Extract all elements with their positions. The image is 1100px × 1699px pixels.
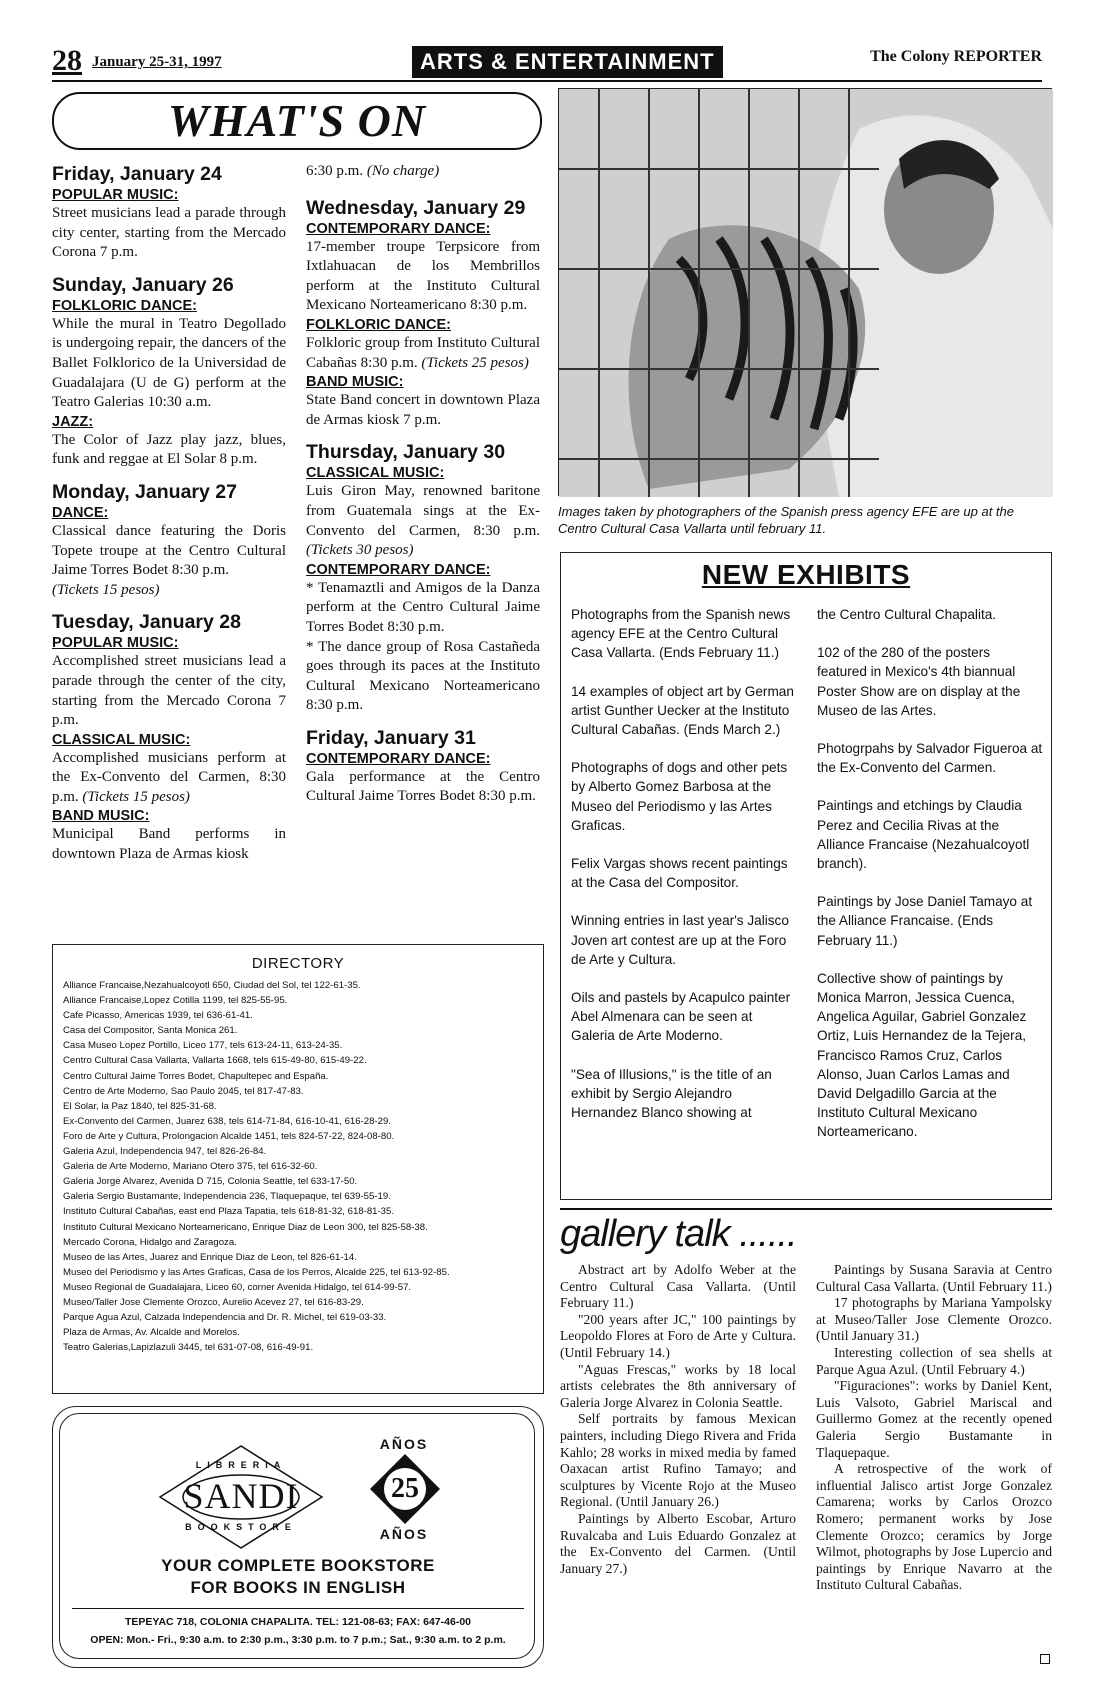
section-label: ARTS & ENTERTAINMENT [412,46,723,78]
exhibits-left-column [571,605,797,1141]
directory-entry: Mercado Corona, Hidalgo and Zaragoza. [63,1236,237,1248]
continued-time: 6:30 p.m. [306,163,364,179]
gallery-talk-right-column [816,1262,1052,1594]
ticket-note: (Tickets 25 pesos) [421,354,529,371]
day-heading: Friday, January 24 [52,163,222,185]
directory-entry: Casa del Compositor, Santa Monica 261. [63,1025,238,1037]
ad-tagline-1: YOUR COMPLETE BOOKSTORE [161,1556,435,1575]
gallery-entry: A retrospective of the work of influential Jalisco artist Jorge Gonzalez Camarena; works by Carlos Orozco Romero; permanent works by Jose Clemente Orozco; ceramics by Jorge Wilmot, photographs by Jose Lupercio and paintings by Enrique Navarro at the Instituto Cultural Cabañas. [816,1461,1052,1593]
event-category: CLASSICAL MUSIC: [306,465,445,482]
directory-entry: Instituto Cultural Cabañas, east end Plaza Tapatia, tels 618-81-32, 618-81-35. [63,1206,395,1218]
event-text [306,482,540,560]
ticket-note: (Tickets 15 pesos) [52,581,160,598]
whats-on-title: WHAT'S ON [167,95,427,146]
directory-entry: Museo del Periodismo y las Artes Graficas, Casa de los Perros, Alcalde 225, tel 613-92-85. [63,1266,450,1278]
directory-entry: Galeria Sergio Bustamante, Independencia 236, Tlaquepaque, tel 639-55-19. [63,1191,391,1203]
logo-top-text: LIBRERIA [195,1460,287,1470]
event-text-main: Luis Giron May, renowned baritone from Guatemala sings at the Ex-Convento del Carmen, 8:30 p.m. [306,483,540,539]
whats-on-column-2 [306,162,540,938]
event-text: 17-member troupe Terpsicore from Ixtlahuacan de los Membrillos perform at the Instituto Cultural Mexicano Norteamericano 8:30 p.m. [306,238,540,314]
event-text: The Color of Jazz play jazz, blues, funk and reggae at El Solar 8 p.m. [52,431,286,468]
event-text: While the mural in Teatro Degollado is undergoing repair, the dancers of the Ballet Folklorico de la Universidad de Guadalajara (U de G) perform at the Teatro Galerias 10:30 a.m. [52,315,286,411]
gallery-entry: Interesting collection of sea shells at Parque Agua Azul. (Until February 4.) [816,1344,1052,1377]
directory-entry: Alliance Francaise,Lopez Cotilla 1199, tel 825-55-95. [63,995,288,1007]
event-category: POPULAR MUSIC: [52,187,179,203]
event-category: CLASSICAL MUSIC: [52,731,191,748]
tiger-photo-illustration [559,89,1053,497]
event-text [306,334,540,373]
directory-entry: Galeria de Arte Moderno, Mariano Otero 375, tel 616-32-60. [63,1161,318,1173]
exhibit-entry: Paintings and etchings by Claudia Perez and Cecilia Rivas at the Alliance Francaise (Nezahualcoyotl branch). [817,798,1030,872]
logo-brand: SANDI [183,1476,299,1516]
event-category: BAND MUSIC: [306,374,404,391]
event-text: Municipal Band performs in downtown Plaza de Armas kiosk [52,826,286,863]
gallery-entry: Self portraits by famous Mexican painters, including Diego Rivera and Frida Kahlo; 28 works in mixed media by famed Oaxacan artist Rufino Tamayo; and sculptures by Vicente Rojo at the Museo Regional. (Until January 26.) [560,1411,796,1510]
directory-entry: Foro de Arte y Cultura, Prolongacion Alcalde 1451, tels 824-57-22, 824-08-80. [63,1130,395,1142]
directory-entry: Centro Cultural Jaime Torres Bodet, Chapultepec and España. [63,1070,329,1082]
logo-bottom-text: BOOKSTORE [185,1522,297,1532]
gallery-talk-rule [560,1208,1052,1210]
event-text: State Band concert in downtown Plaza de Armas kiosk 7 p.m. [306,392,540,428]
directory-entry: Alliance Francaise,Nezahualcoyotl 650, Ciudad del Sol, tel 122-61-35. [63,980,361,991]
event-text: Gala performance at the Centro Cultural Jaime Torres Bodet 8:30 p.m. [306,768,540,805]
exhibit-entry: Photogrpahs by Salvador Figueroa at the Ex-Convento del Carmen. [817,741,1043,776]
exhibit-entry: Photographs of dogs and other pets by Alberto Gomez Barbosa at the Museo del Periodismo y las Artes Graficas. [571,760,788,833]
day-heading: Sunday, January 26 [52,273,234,296]
gallery-talk-left-column [560,1262,796,1577]
event-text: Classical dance featuring the Doris Topete troupe at the Centro Cultural Jaime Torres Bodet 8:30 p.m. [52,522,286,579]
directory-entry: Instituto Cultural Mexicano Norteamericano, Enrique Diaz de Leon 300, tel 825-58-38. [63,1221,428,1233]
issue-date: January 25-31, 1997 [92,54,222,70]
anniversary-number: 25 [391,1473,419,1504]
continued-text [306,162,540,182]
exhibit-entry: "Sea of Illusions," is the title of an exhibit by Sergio Alejandro Hernandez Blanco showing at [571,1066,772,1121]
directory-entry: El Solar, la Paz 1840, tel 825-31-68. [63,1100,217,1112]
anniversary-bottom: AÑOS [379,1526,429,1542]
page-header [52,44,1042,78]
event-text: * Tenamaztli and Amigos de la Danza perform at the Centro Cultural Jaime Torres Bodet 8:30 p.m. [306,579,540,635]
exhibit-entry: Winning entries in last year's Jalisco Joven art contest are up at the Foro de Arte y Cultura. [571,913,789,967]
exhibit-entry: 102 of the 280 of the posters featured in Mexico's 4th biannual Poster Show are on display at the Museo de las Artes. [817,645,1021,718]
event-text-main: Accomplished musicians perform at the Ex-Convento del Carmen, 8:30 p.m. [52,749,286,805]
exhibit-entry: 14 examples of object art by German artist Gunther Uecker at the Instituto Cultural Cabañas. (Ends March 2.) [571,683,794,738]
event-category: BAND MUSIC: [52,808,150,825]
directory-entry: Cafe Picasso, Americas 1939, tel 636-61-41. [63,1010,253,1022]
directory-entry: Plaza de Armas, Av. Alcalde and Morelos. [63,1327,240,1339]
directory-list [53,978,543,1355]
bookstore-ad-inner [59,1413,535,1659]
ad-tagline-2: FOR BOOKS IN ENGLISH [190,1578,406,1597]
anniversary-top: AÑOS [379,1436,429,1452]
directory-entry: Museo Regional de Guadalajara, Liceo 60, corner Avenida Hidalgo, tel 614-99-57. [63,1281,412,1293]
whats-on-column-1 [52,162,286,938]
gallery-talk-title: gallery talk ...... [560,1213,797,1255]
directory-title: DIRECTORY [251,955,345,972]
directory-entry: Ex-Convento del Carmen, Juarez 638, tels 614-71-84, 616-10-41, 616-28-29. [63,1115,391,1127]
directory-entry: Centro de Arte Moderno, Sao Paulo 2045, tel 817-47-83. [63,1085,304,1097]
day-heading: Tuesday, January 28 [52,611,241,634]
ad-hours: OPEN: Mon.- Fri., 9:30 a.m. to 2:30 p.m., 3:30 p.m. to 7 p.m.; Sat., 9:30 a.m. to 2 p.m. [90,1634,506,1646]
exhibit-entry: Felix Vargas shows recent paintings at the Casa del Compositor. [571,856,788,891]
header-rule [52,80,1042,82]
gallery-entry: Abstract art by Adolfo Weber at the Centro Cultural Casa Vallarta. (Until February 11.) [560,1262,796,1311]
event-category: FOLKLORIC DANCE: [306,316,451,333]
tiger-photo [558,88,1052,496]
gallery-entry: "200 years after JC," 100 paintings by Leopoldo Flores at Foro de Arte y Cultura. (Until February 14.) [560,1311,796,1360]
directory-entry: Museo de las Artes, Juarez and Enrique Diaz de Leon, tel 826-61-14. [63,1251,357,1263]
event-category: POPULAR MUSIC: [52,635,179,652]
exhibits-right-column [817,605,1043,1161]
directory-entry: Galeria Azul, Independencia 947, tel 826-26-84. [63,1146,267,1158]
directory-entry: Centro Cultural Casa Vallarta, Vallarta 1668, tels 615-49-80, 615-49-22. [63,1055,367,1067]
photo-caption: Images taken by photographers of the Spanish press agency EFE are up at the Centro Cultural Casa Vallarta until february 11. [558,504,1015,536]
page-number: 28 [52,44,82,77]
day-heading: Wednesday, January 29 [306,196,526,219]
gallery-entry: Paintings by Alberto Escobar, Arturo Ruvalcaba and Luis Eduardo Gonzalez at the Ex-Convento del Carmen. (Until January 27.) [560,1510,796,1576]
new-exhibits-title: NEW EXHIBITS [701,559,911,590]
exhibit-entry: Photographs from the Spanish news agency EFE at the Centro Cultural Casa Vallarta. (Ends February 11.) [571,607,791,661]
day-heading: Monday, January 27 [52,480,237,503]
gallery-entry: "Aguas Frescas," works by 18 local artists celebrates the 8th anniversary of Galeria Jorge Alvarez in Colonia Seattle. [560,1361,796,1410]
ticket-note: (No charge) [366,163,440,179]
event-text: * The dance group of Rosa Castañeda goes through its paces at the Instituto Cultural Mexicano Norteamericano 8:30 p.m. [306,638,540,714]
gallery-entry: "Figuraciones": works by Daniel Kent, Luis Valsoto, Gabriel Mariscal and Guillermo Gomez at the recently opened Galeria Sergio Bustamante in Tlaquepaque. [816,1378,1052,1460]
publication-name: The Colony REPORTER [870,48,1042,65]
event-category: CONTEMPORARY DANCE: [306,561,491,578]
day-heading: Thursday, January 30 [306,441,506,464]
event-category: FOLKLORIC DANCE: [52,297,197,314]
directory-entry: Teatro Galerias,Lapizlazuli 3445, tel 631-07-08, 616-49-91. [63,1342,314,1354]
exhibit-entry: Collective show of paintings by Monica Marron, Jessica Cuenca, Angelica Aguilar, Gabriel Gonzalez Ortiz, Luis Hernandez de la Tejera, Francisco Ramos Cruz, Carlos Alonso, Juan Carlos Lamas and David Delgadillo Garcia at the Instituto Cultural Mexicano Norteamericano. [817,970,1027,1140]
event-category: DANCE: [52,504,109,521]
directory-entry: Parque Agua Azul, Calzada Independencia and Dr. R. Michel, tel 619-03-33. [63,1312,387,1324]
event-category: CONTEMPORARY DANCE: [306,750,491,767]
ad-divider [72,1608,524,1609]
exhibit-entry: the Centro Cultural Chapalita. [817,607,997,622]
event-text-main: Folkloric group from Instituto Cultural Cabañas 8:30 p.m. [306,334,540,371]
directory-entry: Museo/Taller Jose Clemente Orozco, Aurelio Acevez 27, tel 616-83-29. [63,1296,364,1308]
event-text: Accomplished street musicians lead a parade through the center of the city, starting from the Mercado Corona 7 p.m. [52,653,286,729]
sandi-logo [156,1442,326,1552]
ticket-note: (Tickets 30 pesos) [306,542,414,559]
anniversary-badge [370,1454,440,1524]
event-category: JAZZ: [52,413,94,430]
end-mark-icon [1040,1654,1050,1664]
gallery-entry: Paintings by Susana Saravia at Centro Cultural Casa Vallarta. (Until February 11.) [816,1262,1052,1294]
directory-entry: Galeria Jorge Alvarez, Avenida D 715, Colonia Seattle, tel 633-17-50. [63,1176,358,1188]
day-heading: Friday, January 31 [306,726,476,749]
gallery-entry: 17 photographs by Mariana Yampolsky at Museo/Taller Jose Clemente Orozco. (Until January 31.) [816,1295,1052,1344]
exhibit-entry: Oils and pastels by Acapulco painter Abel Almenara can be seen at Galeria de Arte Moderno. [571,990,791,1044]
event-text [52,749,286,808]
ad-address: TEPEYAC 718, COLONIA CHAPALITA. TEL: 121-08-63; FAX: 647-46-00 [124,1616,471,1628]
ticket-note: (Tickets 15 pesos) [82,788,190,805]
event-category: CONTEMPORARY DANCE: [306,220,491,237]
directory-box [52,944,544,1394]
exhibit-entry: Paintings by Jose Daniel Tamayo at the Alliance Francaise. (Ends February 11.) [817,894,1033,948]
directory-entry: Casa Museo Lopez Portillo, Liceo 177, tels 613-24-11, 613-24-35. [63,1040,343,1052]
event-text: Street musicians lead a parade through city center, starting from the Mercado Corona 7 p.m. [52,205,286,261]
whats-on-banner [52,92,542,150]
bookstore-ad [52,1406,544,1668]
new-exhibits-box [560,552,1052,1200]
